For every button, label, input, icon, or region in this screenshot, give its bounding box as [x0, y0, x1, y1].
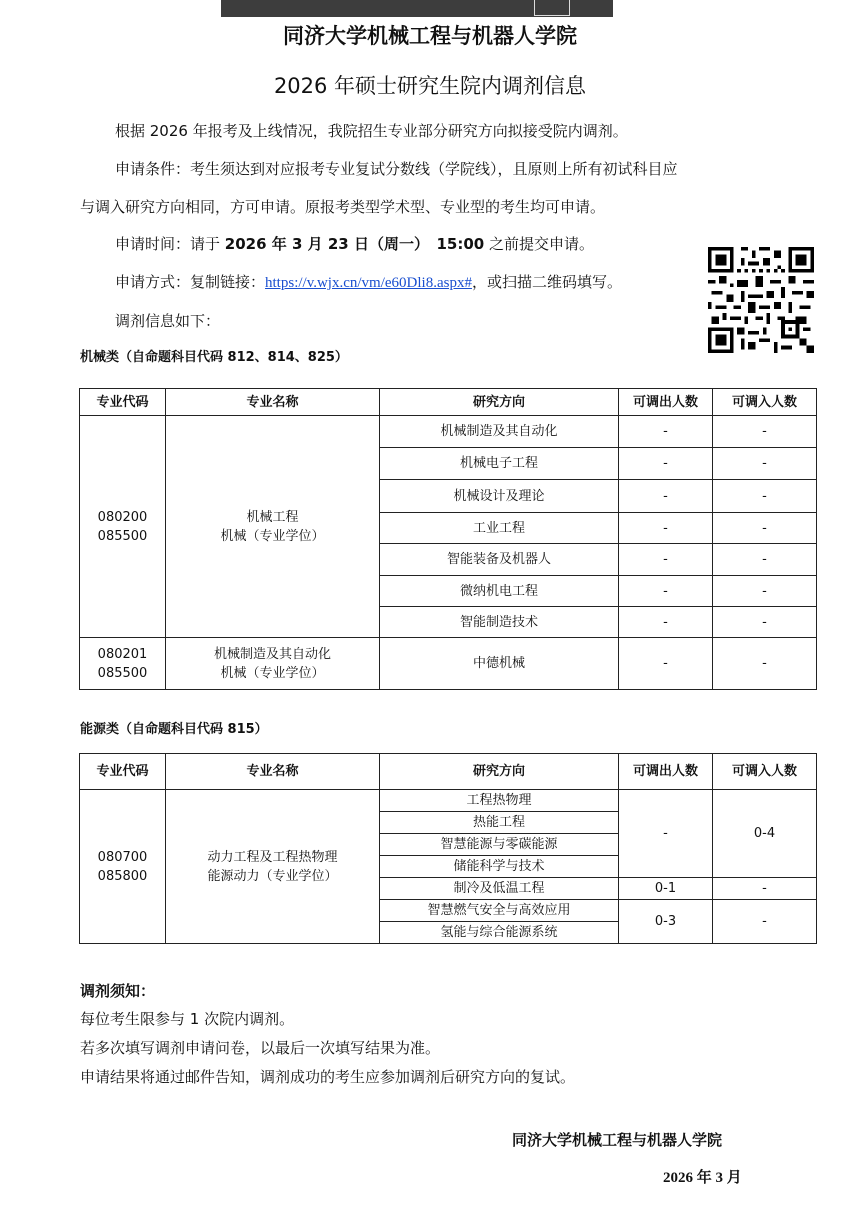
research-direction: 智慧燃气安全与高效应用 [380, 900, 619, 922]
time-prefix: 申请时间：请于 [115, 235, 225, 253]
header-code: 专业代码 [80, 754, 166, 790]
header-out: 可调出人数 [619, 754, 713, 790]
program-code: 080700 085800 [80, 790, 166, 944]
program-code: 080200 085500 [80, 416, 166, 638]
transfer-out-count: 0-3 [619, 900, 713, 944]
conditions-line1: 申请条件：考生须达到对应报考专业复试分数线（学院线），且原则上所有初试科目应 [115, 160, 678, 178]
transfer-out-count: - [619, 576, 713, 607]
section-title-mechanical: 机械类（自命题科目代码 812、814、825） [80, 350, 348, 365]
note-item: 申请结果将通过邮件告知，调剂成功的考生应参加调剂后研究方向的复试。 [80, 1068, 576, 1086]
mechanical-table [79, 388, 817, 690]
transfer-out-count: - [619, 448, 713, 480]
research-direction: 智能装备及机器人 [380, 544, 619, 576]
transfer-out-count: 0-1 [619, 878, 713, 900]
transfer-in-count: - [713, 480, 817, 513]
viewer-toolbar [221, 0, 613, 17]
table-row [80, 638, 817, 690]
header-out: 可调出人数 [619, 389, 713, 416]
page-subtitle: 2026 年硕士研究生院内调剂信息 [273, 74, 587, 98]
section-title-energy: 能源类（自命题科目代码 815） [80, 722, 268, 737]
transfer-in-count: - [713, 607, 817, 638]
method-suffix: ，或扫描二维码填写。 [471, 273, 622, 291]
research-direction: 机械设计及理论 [380, 480, 619, 513]
table-row [80, 416, 817, 448]
research-direction: 机械制造及其自动化 [380, 416, 619, 448]
page-title: 同济大学机械工程与机器人学院 [283, 24, 577, 48]
method-prefix: 申请方式：复制链接： [115, 273, 266, 291]
transfer-in-count: - [713, 576, 817, 607]
transfer-in-count: - [713, 878, 817, 900]
research-direction: 智慧能源与零碳能源 [380, 834, 619, 856]
transfer-out-count: - [619, 638, 713, 690]
conditions-line2: 与调入研究方向相同，方可申请。原报考类型学术型、专业型的考生均可申请。 [80, 198, 606, 216]
research-direction: 微纳机电工程 [380, 576, 619, 607]
research-direction: 智能制造技术 [380, 607, 619, 638]
header-code: 专业代码 [80, 389, 166, 416]
table-header-row [80, 389, 817, 416]
time-suffix: 之前提交申请。 [484, 235, 594, 253]
transfer-in-count: - [713, 544, 817, 576]
signature: 同济大学机械工程与机器人学院 [512, 1131, 723, 1149]
research-direction: 工业工程 [380, 513, 619, 544]
research-direction: 制冷及低温工程 [380, 878, 619, 900]
transfer-in-count: - [713, 900, 817, 944]
header-name: 专业名称 [166, 389, 380, 416]
transfer-in-count: - [713, 448, 817, 480]
time-deadline: 2026 年 3 月 23 日（周一） 15:00 [224, 235, 485, 253]
transfer-in-count: 0-4 [713, 790, 817, 878]
energy-table [79, 753, 817, 944]
intro-paragraph: 根据 2026 年报考及上线情况，我院招生专业部分研究方向拟接受院内调剂。 [115, 122, 628, 140]
transfer-out-count: - [619, 513, 713, 544]
notes-heading: 调剂须知： [80, 982, 156, 1000]
document-date: 2026 年 3 月 [663, 1170, 742, 1186]
research-direction: 中德机械 [380, 638, 619, 690]
application-method [115, 271, 622, 294]
info-lead: 调剂信息如下： [115, 312, 221, 330]
program-code: 080201 085500 [80, 638, 166, 690]
table-header-row [80, 754, 817, 790]
program-name: 动力工程及工程热物理 能源动力（专业学位） [166, 790, 380, 944]
table-row [80, 790, 817, 812]
research-direction: 工程热物理 [380, 790, 619, 812]
transfer-out-count: - [619, 544, 713, 576]
transfer-out-count: - [619, 416, 713, 448]
transfer-in-count: - [713, 638, 817, 690]
qr-code-icon[interactable] [708, 247, 814, 353]
transfer-in-count: - [713, 513, 817, 544]
application-time [115, 233, 594, 255]
note-item: 每位考生限参与 1 次院内调剂。 [80, 1010, 295, 1028]
transfer-out-count: - [619, 480, 713, 513]
research-direction: 储能科学与技术 [380, 856, 619, 878]
header-name: 专业名称 [166, 754, 380, 790]
program-name: 机械工程 机械（专业学位） [166, 416, 380, 638]
header-in: 可调入人数 [713, 754, 817, 790]
header-in: 可调入人数 [713, 389, 817, 416]
program-name: 机械制造及其自动化 机械（专业学位） [166, 638, 380, 690]
research-direction: 氢能与综合能源系统 [380, 922, 619, 944]
research-direction: 热能工程 [380, 812, 619, 834]
note-item: 若多次填写调剂申请问卷，以最后一次填写结果为准。 [80, 1039, 441, 1057]
transfer-out-count: - [619, 607, 713, 638]
toolbar-button[interactable] [534, 0, 570, 16]
research-direction: 机械电子工程 [380, 448, 619, 480]
transfer-out-count: - [619, 790, 713, 878]
header-direction: 研究方向 [380, 389, 619, 416]
header-direction: 研究方向 [380, 754, 619, 790]
survey-link[interactable]: https://v.wjx.cn/vm/e60Dli8.aspx# [265, 275, 472, 291]
transfer-in-count: - [713, 416, 817, 448]
